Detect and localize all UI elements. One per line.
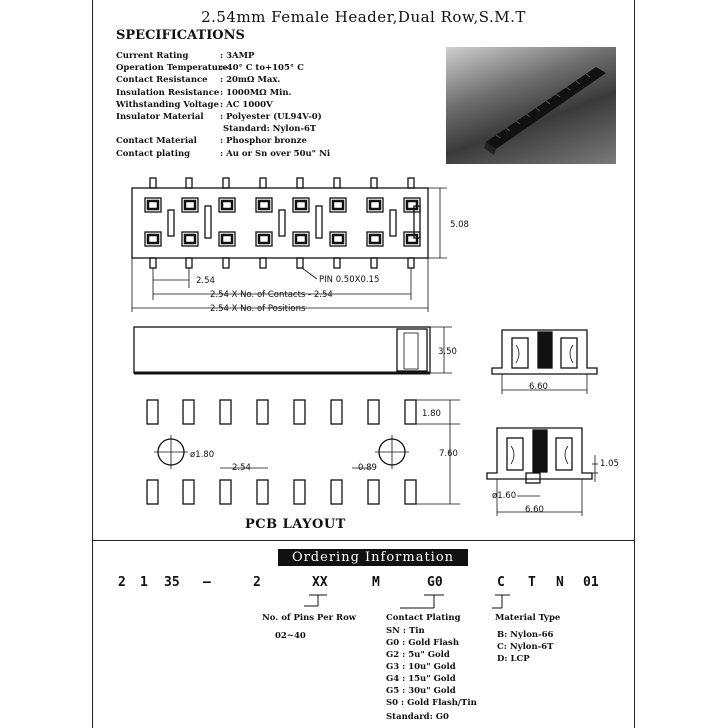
spec-value: : AC 1000V (220, 99, 273, 110)
plating-standard: Standard: G0 (386, 712, 449, 722)
pins-label: No. of Pins Per Row (262, 613, 357, 623)
spec-row (116, 50, 254, 62)
pn-part-12: 01 (583, 575, 599, 590)
spec-row (116, 74, 280, 86)
spec-row (116, 135, 307, 147)
specifications-heading: SPECIFICATIONS (116, 28, 245, 43)
material-option: C: Nylon-6T (497, 642, 554, 652)
plating-option: G4 : 15u" Gold (386, 674, 456, 684)
plating-options (386, 625, 477, 709)
spec-label: Insulation Resistance (116, 87, 220, 98)
material-option: B: Nylon-66 (497, 630, 554, 640)
header-photo-graphic (446, 47, 616, 164)
spec-value: : Au or Sn over 50u" Ni (220, 148, 331, 159)
product-photo (446, 47, 616, 164)
spec-row (116, 62, 304, 74)
pn-part-9: C (497, 575, 505, 590)
pn-part-6: XX (312, 575, 328, 590)
material-option: D: LCP (497, 654, 530, 664)
spec-value: : 3AMP (220, 51, 255, 61)
spec-label: Insulator Material (116, 112, 204, 122)
top-view-pins (150, 178, 414, 268)
pn-part-10: T (528, 575, 536, 590)
dim-pcb-pad-height: 1.80 (422, 409, 441, 419)
pn-part-2: 1 (140, 575, 148, 590)
dim-pcb-pitch: 2.54 (232, 463, 251, 473)
spec-label: Operation Temperature (116, 63, 228, 74)
section-view (487, 428, 598, 516)
pn-part-4: — (203, 575, 211, 590)
dim-contacts: 2.54 X No. of Contacts - 2.54 (210, 290, 333, 300)
pcb-layout-label: PCB LAYOUT (245, 517, 346, 532)
dim-side-height: 3.50 (438, 347, 457, 357)
spec-label: Withstanding Voltage (116, 99, 219, 110)
side-view-body (134, 327, 430, 373)
spec-label: Current Rating (116, 51, 189, 61)
dim-pitch: 2.54 (196, 276, 215, 286)
section-divider (92, 540, 635, 541)
plating-option: G0 : Gold Flash (386, 638, 460, 648)
dim-section-height: 1.05 (600, 459, 619, 469)
plating-option: SN : Tin (386, 626, 425, 636)
plating-option: S0 : Gold Flash/Tin (386, 698, 477, 708)
spec-value: : Phosphor bronze (220, 136, 307, 147)
ordering-heading: Ordering Information (278, 549, 468, 566)
plating-option: G2 : 5u" Gold (386, 650, 450, 660)
spec-label: Contact plating (116, 148, 191, 159)
material-options (497, 629, 553, 665)
spec-label: Contact Material (116, 136, 197, 147)
dim-hole-dia: ø1.80 (190, 450, 215, 460)
spec-row (116, 123, 316, 135)
spec-row (116, 99, 273, 111)
dim-height-top: 5.08 (450, 220, 469, 230)
pn-part-11: N (556, 575, 564, 590)
pn-part-5: 2 (253, 575, 261, 590)
plating-option: G5 : 30u" Gold (386, 686, 456, 696)
spec-value: : 20mΩ Max. (220, 75, 281, 86)
spec-row (116, 111, 322, 123)
plating-label: Contact Plating (386, 613, 461, 623)
spec-value: Standard: Nylon-6T (220, 124, 317, 135)
dim-pin: PIN 0.50X0.15 (319, 275, 380, 285)
pn-part-7: M (372, 575, 380, 590)
dim-section-dia: ø1.60 (492, 491, 517, 501)
pn-part-3: 35 (164, 575, 180, 590)
technical-drawing (92, 170, 635, 525)
material-label: Material Type (495, 613, 561, 623)
spec-value: : 1000MΩ Min. (220, 87, 292, 98)
spec-label: Contact Resistance (116, 75, 208, 86)
spec-value: :-40° C to+105° C (220, 63, 304, 74)
pn-part-8: G0 (427, 575, 443, 590)
dim-pad-width: 0.89 (358, 463, 377, 473)
page-title: 2.54mm Female Header,Dual Row,S.M.T (201, 8, 526, 26)
plating-option: G3 : 10u" Gold (386, 662, 456, 672)
dim-section-width: 6.60 (525, 505, 544, 515)
spec-value: : Polyester (UL94V-0) (220, 112, 322, 122)
dim-pcb-row-span: 7.60 (439, 449, 458, 459)
spec-row (116, 148, 330, 160)
dim-positions: 2.54 X No. of Positions (210, 304, 306, 314)
pins-range: 02~40 (275, 631, 306, 641)
pn-part-1: 2 (118, 575, 126, 590)
spec-row (116, 87, 291, 99)
dim-end-width: 6.60 (529, 382, 548, 392)
